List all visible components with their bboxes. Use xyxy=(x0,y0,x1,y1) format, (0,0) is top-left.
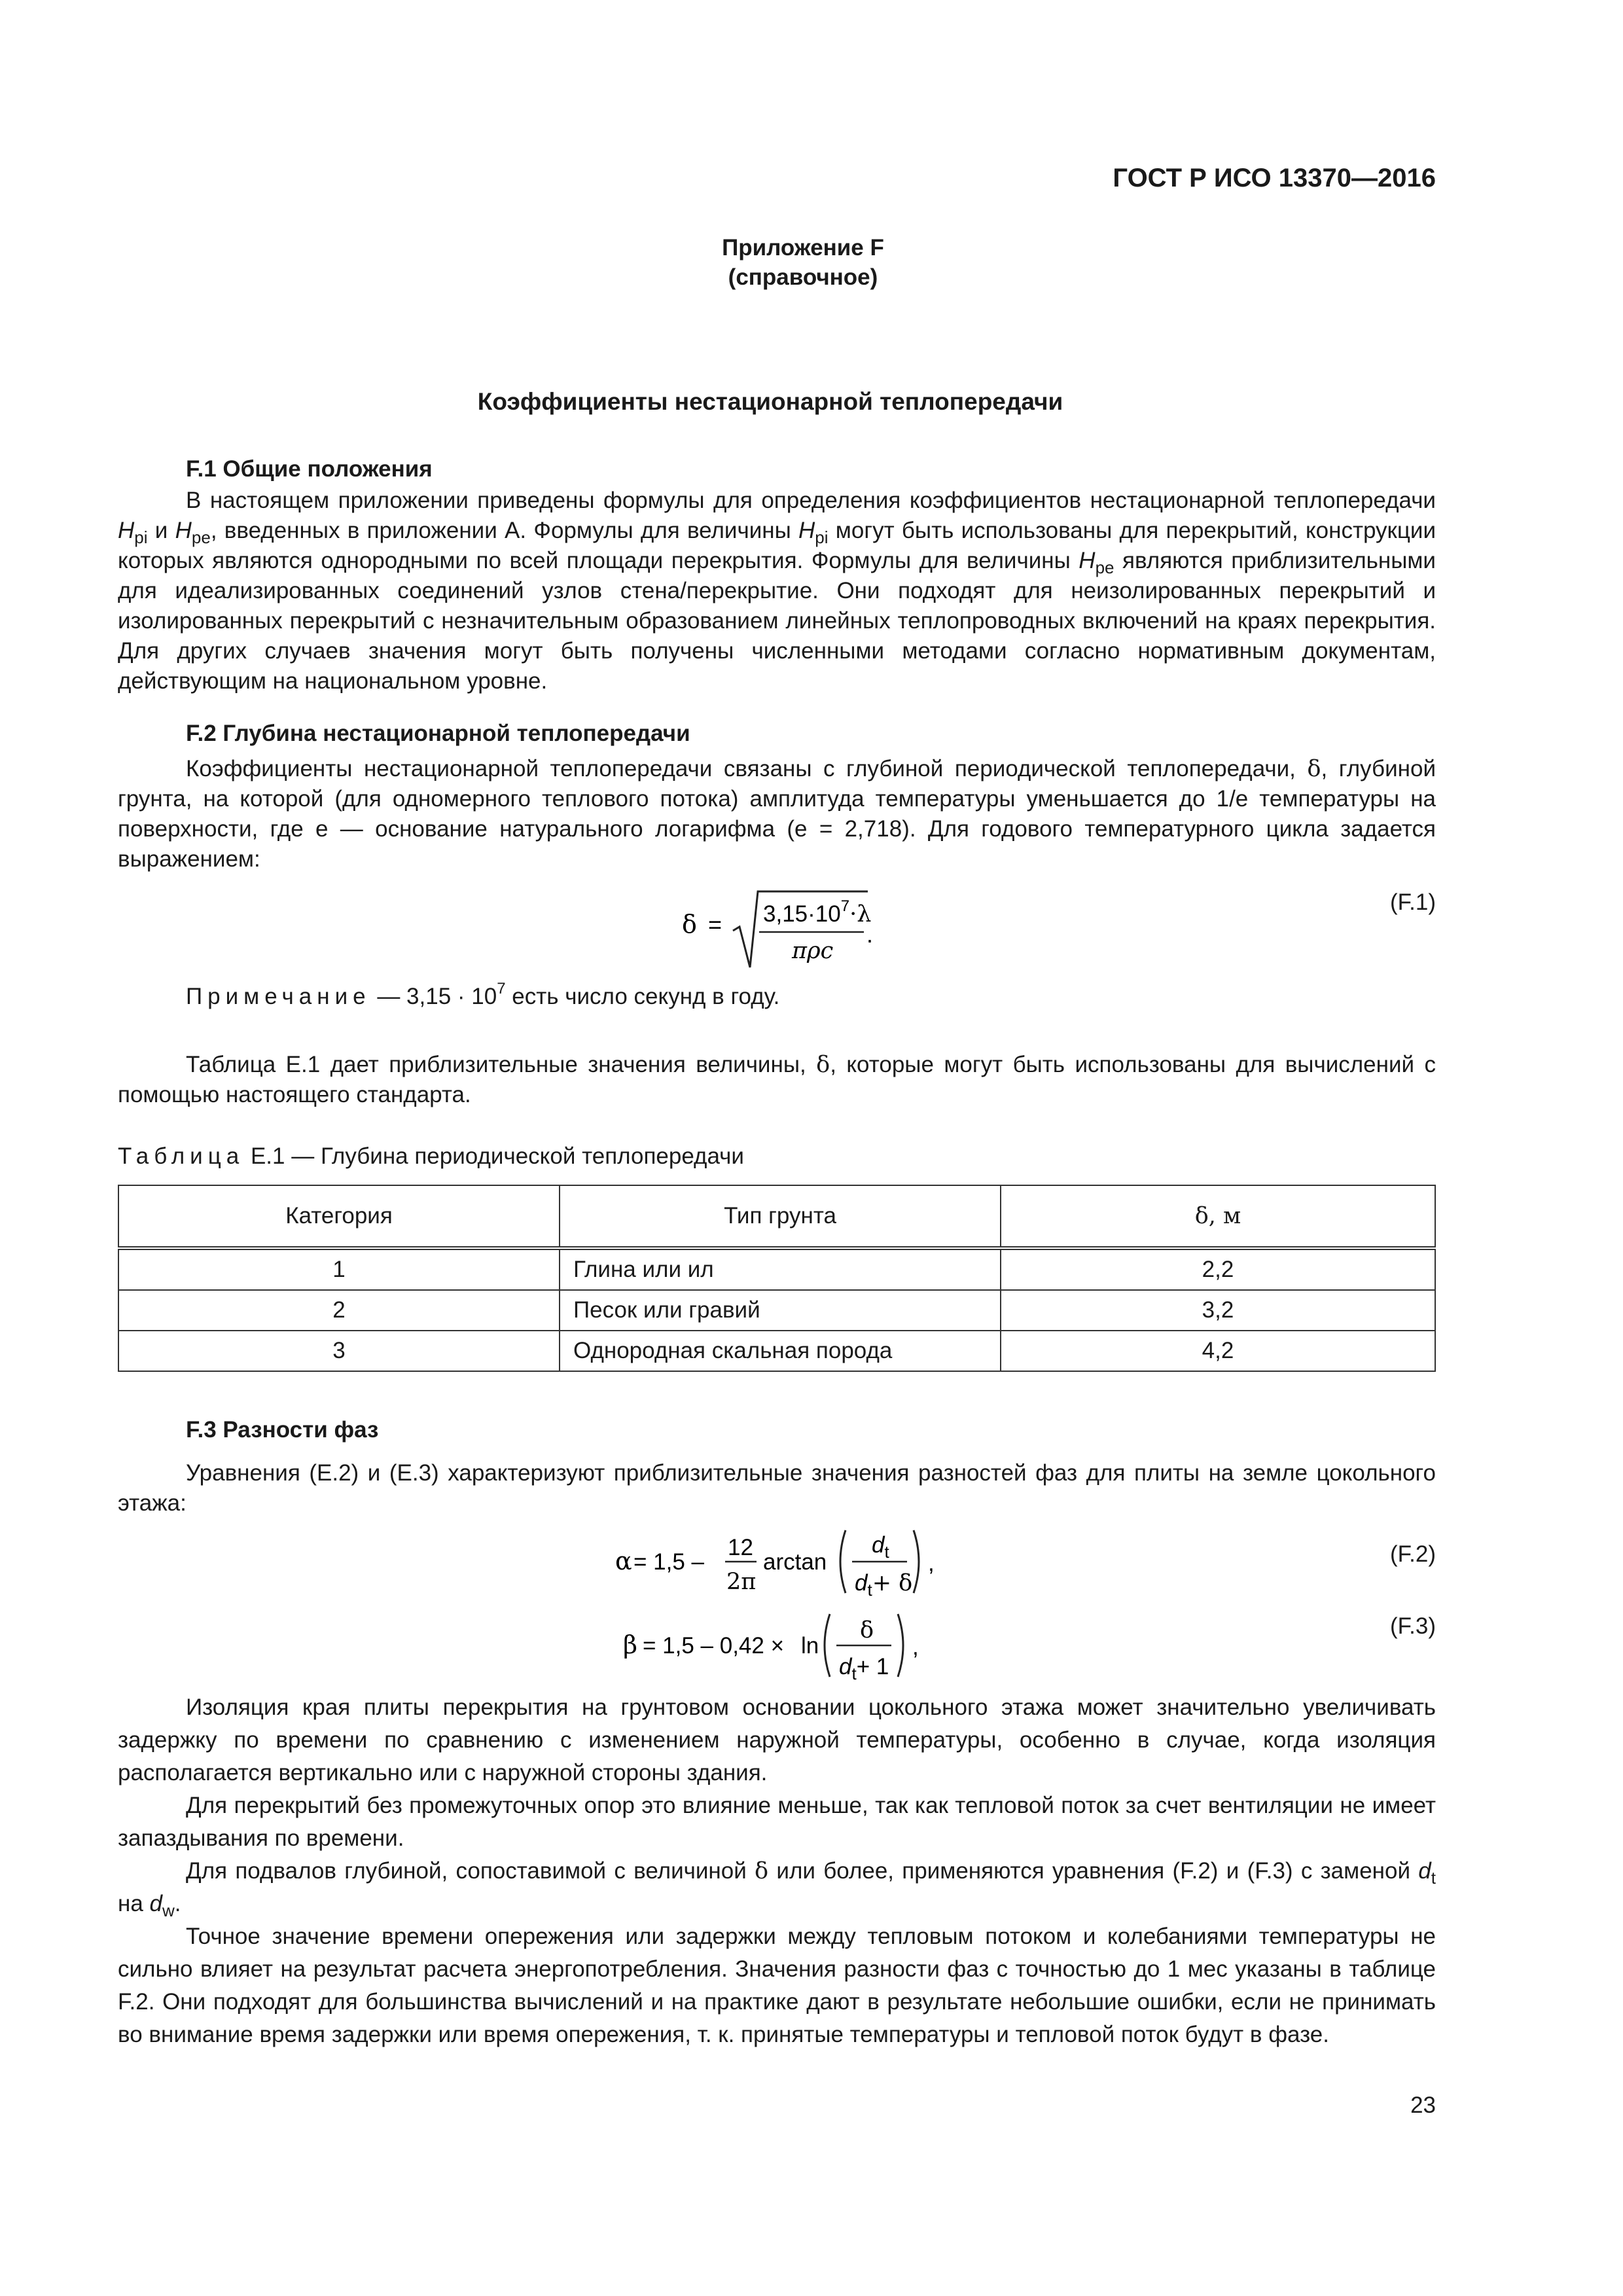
section-f3-body xyxy=(118,1691,1436,2051)
paragraph-phase-accuracy: Точное значение времени опережения или задержки между тепловым потоком и колебаниями температуры не сильно влияет на результат расчета энергопотребления. Значения разности фаз с точностью до 1 мес указаны в таблице F.2. Они подходят для большинства вычислений и на практике дают в результате небольшие ошибки, если не принимать во внимание время задержки или время опережения, т. к. принятые температуры и тепловой поток будут в фазе. xyxy=(118,1924,1436,2047)
appendix-status: (справочное) xyxy=(728,264,878,290)
eq3-equals: = 1,5 – 0,42 × xyxy=(643,1633,785,1659)
table-header-cell: Тип грунта xyxy=(560,1185,1001,1248)
eq1-lhs: δ xyxy=(682,910,697,939)
eq1-numerator: $3,15\cdot 10^7\cdot\lambda$ xyxy=(763,897,872,927)
formula-label-f2: (F.2) xyxy=(1390,1541,1436,1567)
table-header-row xyxy=(118,1185,1435,1248)
table-cell: Песок или гравий xyxy=(560,1290,1001,1331)
eq2-d: $d_t$ xyxy=(872,1532,889,1562)
eq3-ln: ln xyxy=(801,1633,819,1659)
section-f3 xyxy=(118,1415,1436,1518)
formula-f3 xyxy=(623,1602,937,1687)
appendix-heading xyxy=(458,233,1148,292)
paragraph-table-ref: Таблица Е.1 дает приблизительные значения величины, δ, которые могут быть использованы для вычислений с помощью настоящего стандарта. xyxy=(118,1052,1436,1107)
section-f1 xyxy=(118,454,1436,696)
main-title: Коэффициенты нестационарной теплопередачи xyxy=(477,388,1063,415)
paragraph-insulation: Изоляция края плиты перекрытия на грунтовом основании цокольного этажа может значительно увеличивать задержку по времени по сравнению с изменением наружной температуры, особенно в случае, когда изоляция располагается вертикально или с наружной стороны здания. xyxy=(118,1695,1436,1785)
section-f2 xyxy=(118,719,1436,874)
table-reference-block xyxy=(118,1050,1436,1110)
table-header-cell: δ, м xyxy=(1001,1185,1435,1248)
soil-depth-table xyxy=(118,1185,1436,1372)
eq3-comma: , xyxy=(912,1634,919,1660)
section-heading-f3: F.3 Разности фаз xyxy=(186,1417,379,1443)
formula-f1 xyxy=(668,877,942,975)
table-cell: 2,2 xyxy=(1001,1248,1435,1290)
table-caption: Таблица Е.1 — Глубина периодической теплопередачи xyxy=(118,1143,744,1169)
table-cell: 4,2 xyxy=(1001,1331,1435,1371)
table-cell: 1 xyxy=(118,1248,560,1290)
paragraph-f1: В настоящем приложении приведены формулы для определения коэффициентов нестационарной теплопередачи $H_{pi}$ и $H_{pe}$, введенных в приложении А. Формулы для величины $H_{pi}$ могут быть использованы для перекрытий, конструкции которых являются однородными по всей площади перекрытия. Формулы для величины $H_{pe}$ являются приблизительными для идеализированных соединений узлов стена/перекрытие. Они подходят для неизолированных перекрытий и изолированных перекрытий с незначительным образованием линейных теплопроводных включений на краях перекрытия. Для других случаев значения могут быть получены численными методами согласно нормативным документам, действующим на национальном уровне. xyxy=(118,488,1436,694)
formula-label-f3: (F.3) xyxy=(1390,1613,1436,1639)
paragraph-f3-intro: Уравнения (Е.2) и (Е.3) характеризуют приблизительные значения разностей фаз для плиты на земле цокольного этажа: xyxy=(118,1460,1436,1516)
table-cell: Однородная скальная порода xyxy=(560,1331,1001,1371)
section-heading-f2: F.2 Глубина нестационарной теплопередачи xyxy=(186,721,690,746)
table-cell: Глина или ил xyxy=(560,1248,1001,1290)
table-cell: 2 xyxy=(118,1290,560,1331)
appendix-title: Приложение F xyxy=(722,235,884,260)
eq3-den: $d_t+ 1$ xyxy=(839,1654,889,1683)
eq3-delta: δ xyxy=(860,1617,874,1643)
formula-label-f1: (F.1) xyxy=(1390,889,1436,915)
table-cell: 3 xyxy=(118,1331,560,1371)
eq2-comma: , xyxy=(928,1551,935,1576)
note: Примечание — $3,15 \cdot 10^7$ есть число секунд в году. xyxy=(186,980,780,1009)
page-number: 23 xyxy=(1410,2092,1436,2118)
eq1-equals: = xyxy=(708,911,722,938)
paragraph-basements: Для подвалов глубиной, сопоставимой с величиной δ или более, применяются уравнения (F.2) и (F.3) с заменой $d_t$ на $d_w$. xyxy=(118,1858,1436,1920)
table-header-cell: Категория xyxy=(118,1185,560,1248)
eq3-beta: β xyxy=(623,1630,637,1659)
eq1-denominator: πρc xyxy=(792,938,834,964)
paragraph-f2-intro: Коэффициенты нестационарной теплопередачи связаны с глубиной периодической теплопередачи, δ, глубиной грунта, на которой (для одномерного теплового потока) амплитуда температуры уменьшается до 1/е температуры на поверхности, где е — основание натурального логарифма (е = 2,718). Для годового температурного цикла задается выражением: xyxy=(118,756,1436,872)
table-row xyxy=(118,1290,1435,1331)
table-cell: 3,2 xyxy=(1001,1290,1435,1331)
standard-code: ГОСТ Р ИСО 13370—2016 xyxy=(1113,164,1436,192)
eq2-frac-den: 2π xyxy=(726,1569,757,1595)
section-heading-f1: F.1 Общие положения xyxy=(186,456,433,482)
eq2-arctan: arctan xyxy=(763,1549,827,1575)
eq1-dot: . xyxy=(866,921,874,948)
eq2-alpha: α xyxy=(615,1547,632,1575)
table-row xyxy=(118,1248,1435,1290)
eq2-equals: = 1,5 – xyxy=(633,1549,705,1575)
formula-f2 xyxy=(615,1518,955,1604)
eq2-frac-num: 12 xyxy=(728,1535,753,1560)
eq2-den: $d_t+ \delta$ xyxy=(855,1570,913,1600)
table-row xyxy=(118,1331,1435,1371)
note-block xyxy=(118,982,1436,1012)
paragraph-no-supports: Для перекрытий без промежуточных опор это влияние меньше, так как тепловой поток за счет вентиляции не имеет запаздывания по времени. xyxy=(118,1793,1436,1851)
